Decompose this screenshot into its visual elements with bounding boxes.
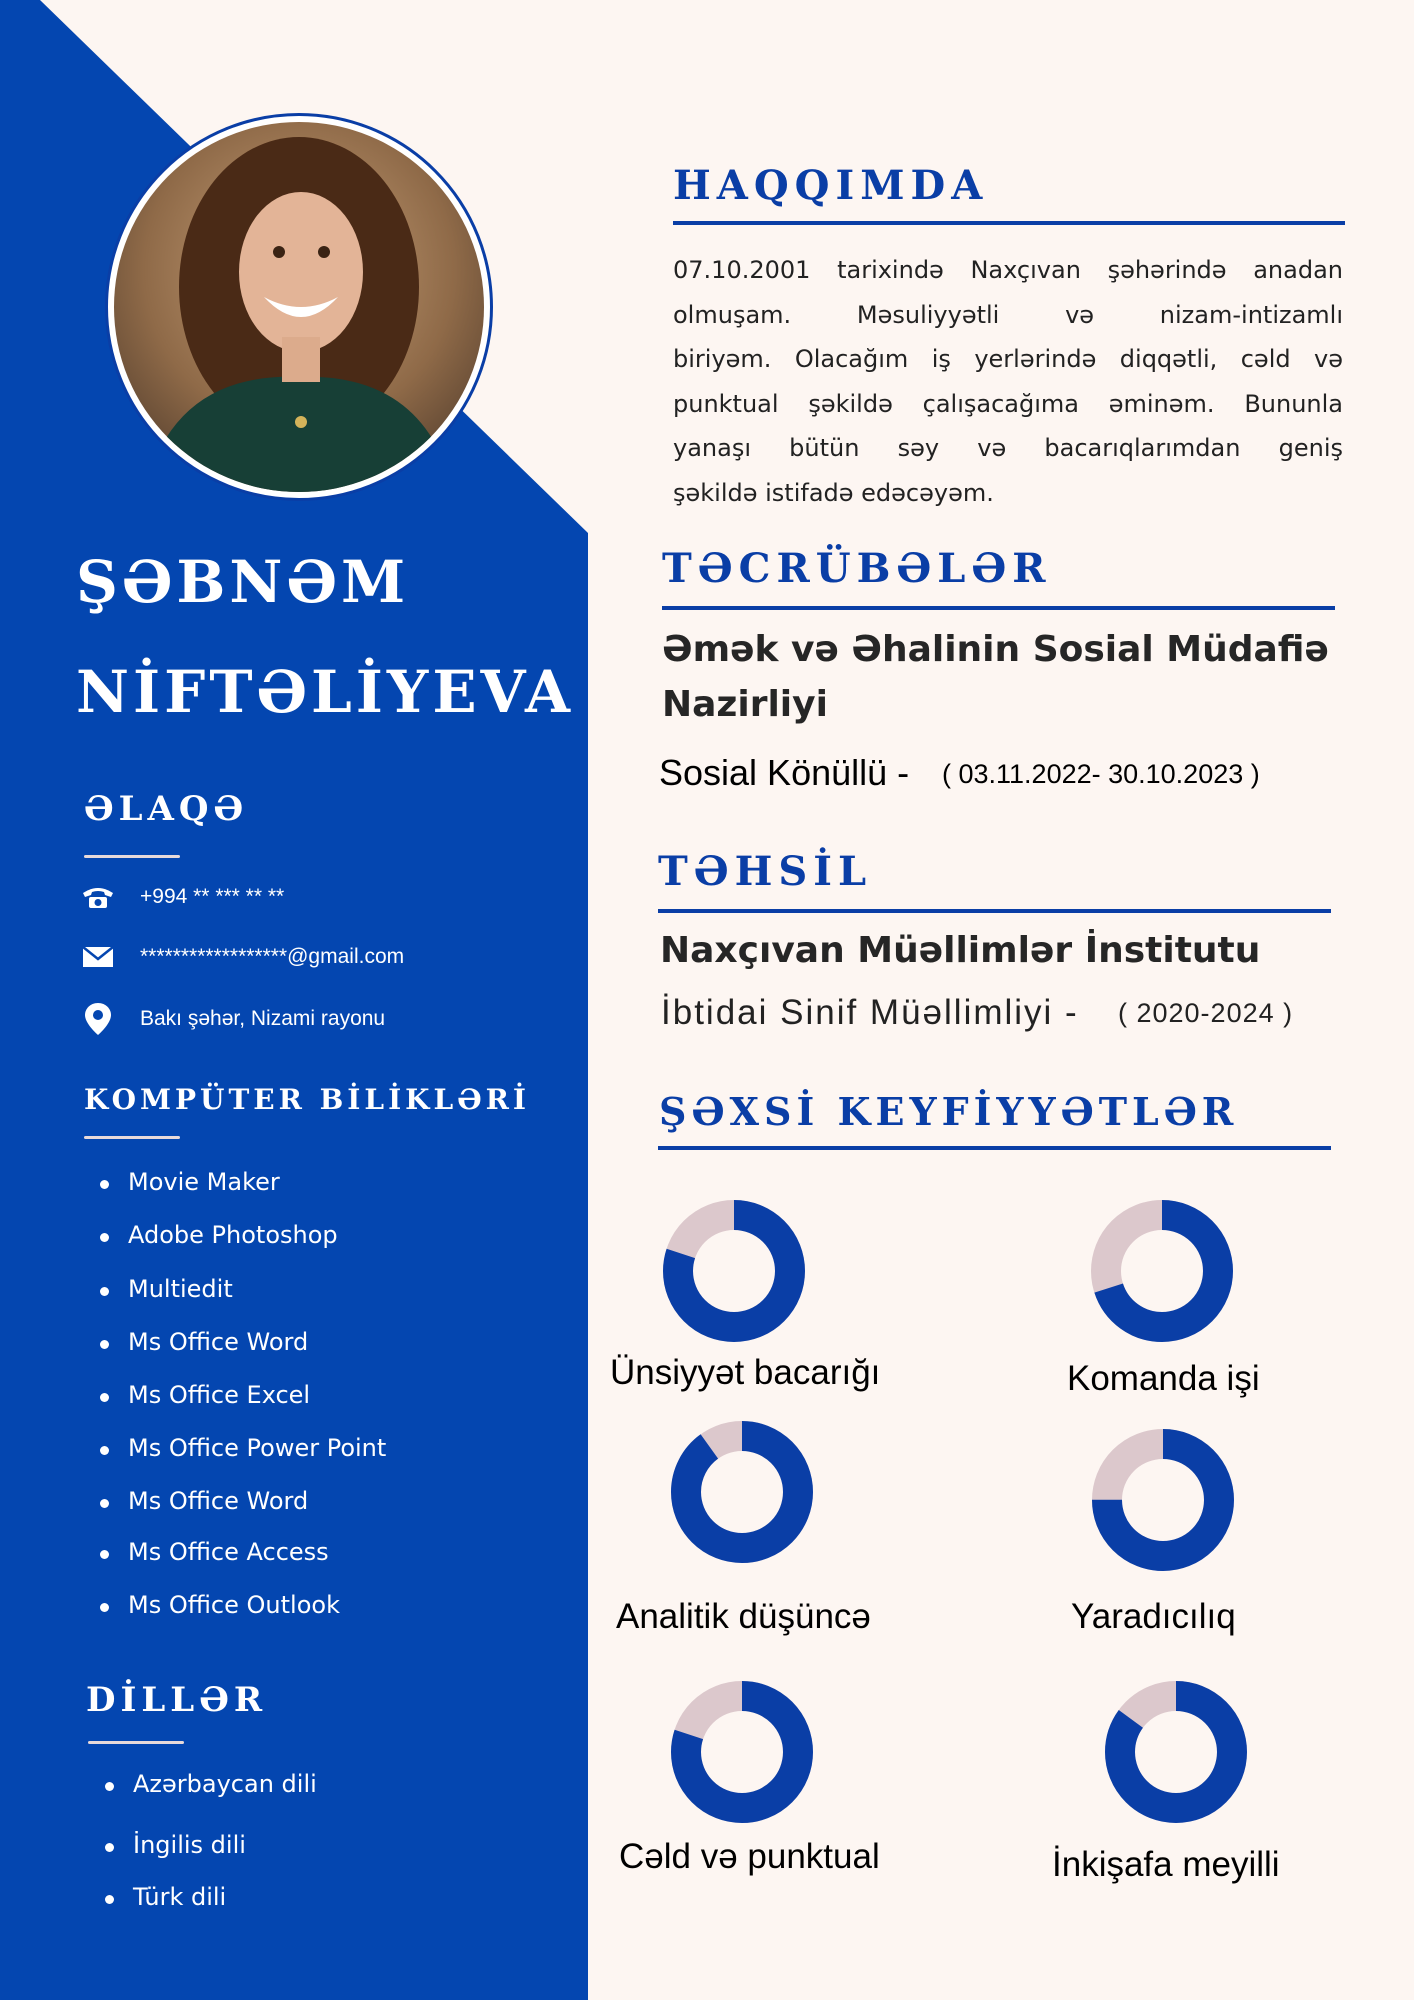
about-line: olmuşam. Məsuliyyətli və nizam-intizamlı <box>673 300 1343 329</box>
languages-rule <box>88 1741 184 1744</box>
about-rule <box>673 221 1345 225</box>
quality-label: Ünsiyyət bacarığı <box>610 1353 881 1392</box>
quality-donut-punctual <box>669 1679 815 1825</box>
quality-donut-growth <box>1103 1679 1249 1825</box>
language-item: İngilis dili <box>133 1831 246 1859</box>
first-name: ŞƏBNƏM <box>76 548 410 616</box>
education-heading: TƏHSİL <box>658 848 873 895</box>
quality-label: Yaradıcılıq <box>1071 1597 1236 1636</box>
quality-label: İnkişafa meyilli <box>1052 1845 1280 1884</box>
education-dates: ( 2020-2024 ) <box>1118 998 1294 1028</box>
quality-donut-communication <box>661 1198 807 1344</box>
skill-item: Adobe Photoshop <box>128 1221 338 1249</box>
skill-item: Ms Office Word <box>128 1487 309 1515</box>
education-rule <box>658 909 1331 913</box>
skill-item: Ms Office Word <box>128 1328 309 1356</box>
experience-role: Sosial Könüllü - <box>659 752 910 793</box>
qualities-rule <box>658 1146 1331 1150</box>
languages-heading: DİLLƏR <box>86 1680 268 1720</box>
address-row <box>80 1002 385 1036</box>
education-school: Naxçıvan Müəllimlər İnstitutu <box>660 930 1261 971</box>
last-name: NİFTƏLİYEVA <box>76 658 575 726</box>
contact-rule <box>84 855 180 858</box>
quality-donut-analytical <box>669 1419 815 1565</box>
experience-organization: Əmək və Əhalinin Sosial Müdafiə <box>662 629 1329 670</box>
skill-item: Movie Maker <box>128 1168 280 1196</box>
quality-donut-teamwork <box>1089 1198 1235 1344</box>
experience-rule <box>662 606 1335 610</box>
email-row <box>80 940 404 974</box>
location-pin-icon <box>80 1002 116 1036</box>
skill-item: Ms Office Power Point <box>128 1434 387 1462</box>
phone-icon <box>80 880 116 914</box>
about-heading: HAQQIMDA <box>673 162 989 209</box>
language-item: Türk dili <box>133 1883 227 1911</box>
qualities-heading: ŞƏXSİ KEYFİYYƏTLƏR <box>659 1089 1239 1134</box>
about-line: punktual şəkildə çalışacağıma əminəm. Bununla <box>673 389 1343 418</box>
skill-item: Ms Office Excel <box>128 1381 311 1409</box>
experience-heading: TƏCRÜBƏLƏR <box>662 545 1052 592</box>
profile-photo <box>114 122 484 492</box>
mail-icon <box>80 940 116 974</box>
about-line: 07.10.2001 tarixində Naxçıvan şəhərində anadan <box>673 256 1343 284</box>
quality-donut-creativity <box>1090 1427 1236 1573</box>
address-text: Bakı şəhər, Nizami rayonu <box>140 1007 386 1030</box>
quality-label: Cəld və punktual <box>619 1837 880 1876</box>
phone-number: +994 ** *** ** ** <box>140 885 285 908</box>
quality-label: Analitik düşüncə <box>616 1597 871 1636</box>
phone-row <box>80 880 284 914</box>
about-line: yanaşı bütün səy və bacarıqlarımdan geniş <box>673 434 1343 462</box>
experience-dates: ( 03.11.2022- 30.10.2023 ) <box>942 759 1260 789</box>
skill-item: Ms Office Outlook <box>128 1591 340 1619</box>
education-degree: İbtidai Sinif Müəllimliyi - <box>661 993 1079 1032</box>
skill-item: Multiedit <box>128 1275 233 1303</box>
quality-label: Komanda işi <box>1067 1359 1260 1398</box>
experience-organization-cont: Nazirliyi <box>662 684 828 725</box>
email-address: ******************@gmail.com <box>140 945 405 968</box>
skill-item: Ms Office Access <box>128 1538 329 1566</box>
about-line: şəkildə istifadə edəcəyəm. <box>673 478 994 507</box>
about-text <box>673 248 1343 515</box>
contact-heading: ƏLAQƏ <box>84 789 249 829</box>
computer-skills-rule <box>84 1136 180 1139</box>
about-line: biriyəm. Olacağım iş yerlərində diqqətli, cəld və <box>673 345 1343 373</box>
language-item: Azərbaycan dili <box>133 1770 317 1798</box>
computer-skills-heading: KOMPÜTER BİLİKLƏRİ <box>84 1083 530 1116</box>
